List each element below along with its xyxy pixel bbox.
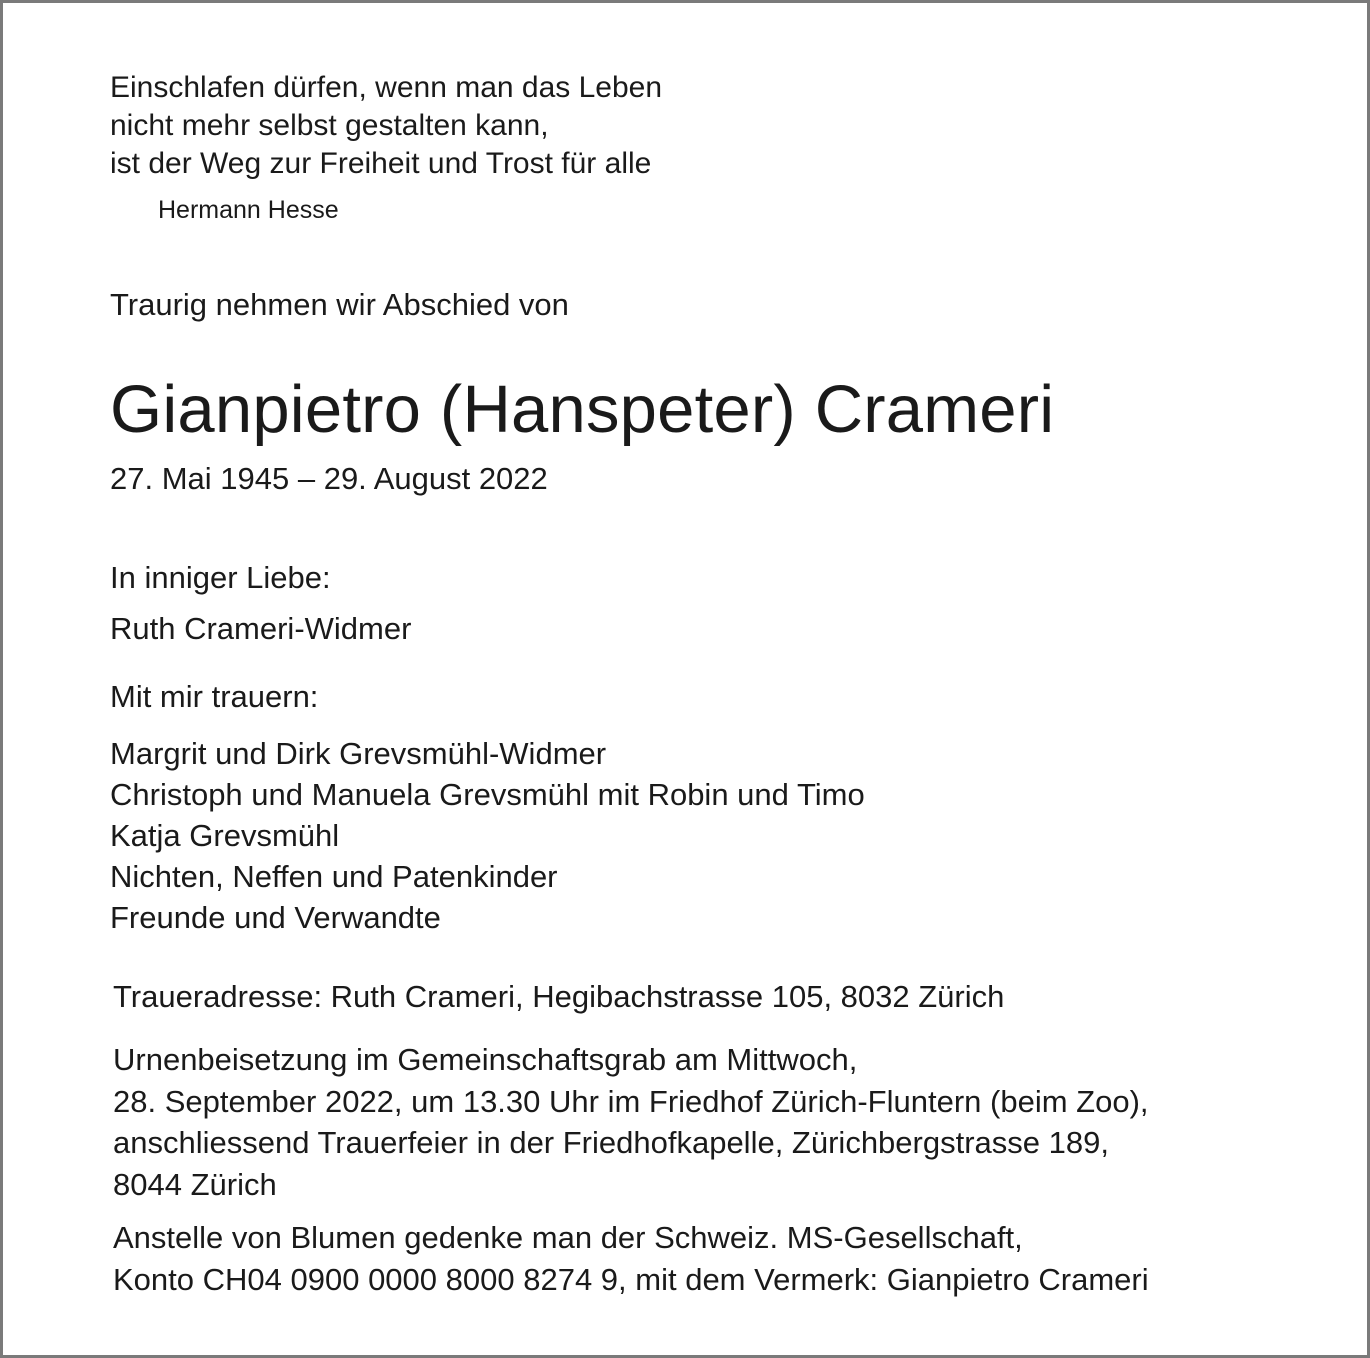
- deceased-name: Gianpietro (Hanspeter) Crameri: [110, 372, 1055, 447]
- quote-line: nicht mehr selbst gestalten kann,: [110, 109, 549, 142]
- mourner-item: Nichten, Neffen und Patenkinder: [110, 859, 558, 894]
- mourning-address: Traueradresse: Ruth Crameri, Hegibachstrasse 105, 8032 Zürich: [113, 979, 1005, 1014]
- ceremony-line: 28. September 2022, um 13.30 Uhr im Friedhof Zürich-Fluntern (beim Zoo),: [113, 1083, 1149, 1119]
- mourner-item: Katja Grevsmühl: [110, 818, 340, 853]
- love-heading: In inniger Liebe:: [110, 560, 331, 595]
- donation-line: Anstelle von Blumen gedenke man der Schweiz. MS-Gesellschaft,: [113, 1220, 1023, 1255]
- mourners-list: [110, 733, 865, 938]
- quote-line: ist der Weg zur Freiheit und Trost für alle: [110, 147, 652, 180]
- donation-line: Konto CH04 0900 0000 8000 8274 9, mit dem Vermerk: Gianpietro Crameri: [113, 1261, 1149, 1297]
- mourner-item: Freunde und Verwandte: [110, 900, 441, 935]
- spouse-name: Ruth Crameri-Widmer: [110, 611, 412, 646]
- quote-line: Einschlafen dürfen, wenn man das Leben: [110, 71, 663, 104]
- mourner-item: Christoph und Manuela Grevsmühl mit Robin und Timo: [110, 777, 865, 812]
- ceremony-line: anschliessend Trauerfeier in der Friedhofkapelle, Zürichbergstrasse 189,: [113, 1125, 1109, 1160]
- intro-text: Traurig nehmen wir Abschied von: [110, 287, 569, 322]
- quote-author: Hermann Hesse: [158, 196, 339, 224]
- mourner-item: Margrit und Dirk Grevsmühl-Widmer: [110, 736, 607, 771]
- ceremony-info: [113, 1039, 1149, 1205]
- quote: [110, 69, 662, 183]
- ceremony-line: Urnenbeisetzung im Gemeinschaftsgrab am Mittwoch,: [113, 1042, 858, 1077]
- ceremony-line: 8044 Zürich: [113, 1166, 277, 1202]
- mourners-heading: Mit mir trauern:: [110, 679, 319, 714]
- life-dates: 27. Mai 1945 – 29. August 2022: [110, 461, 548, 496]
- donation-info: [113, 1217, 1149, 1300]
